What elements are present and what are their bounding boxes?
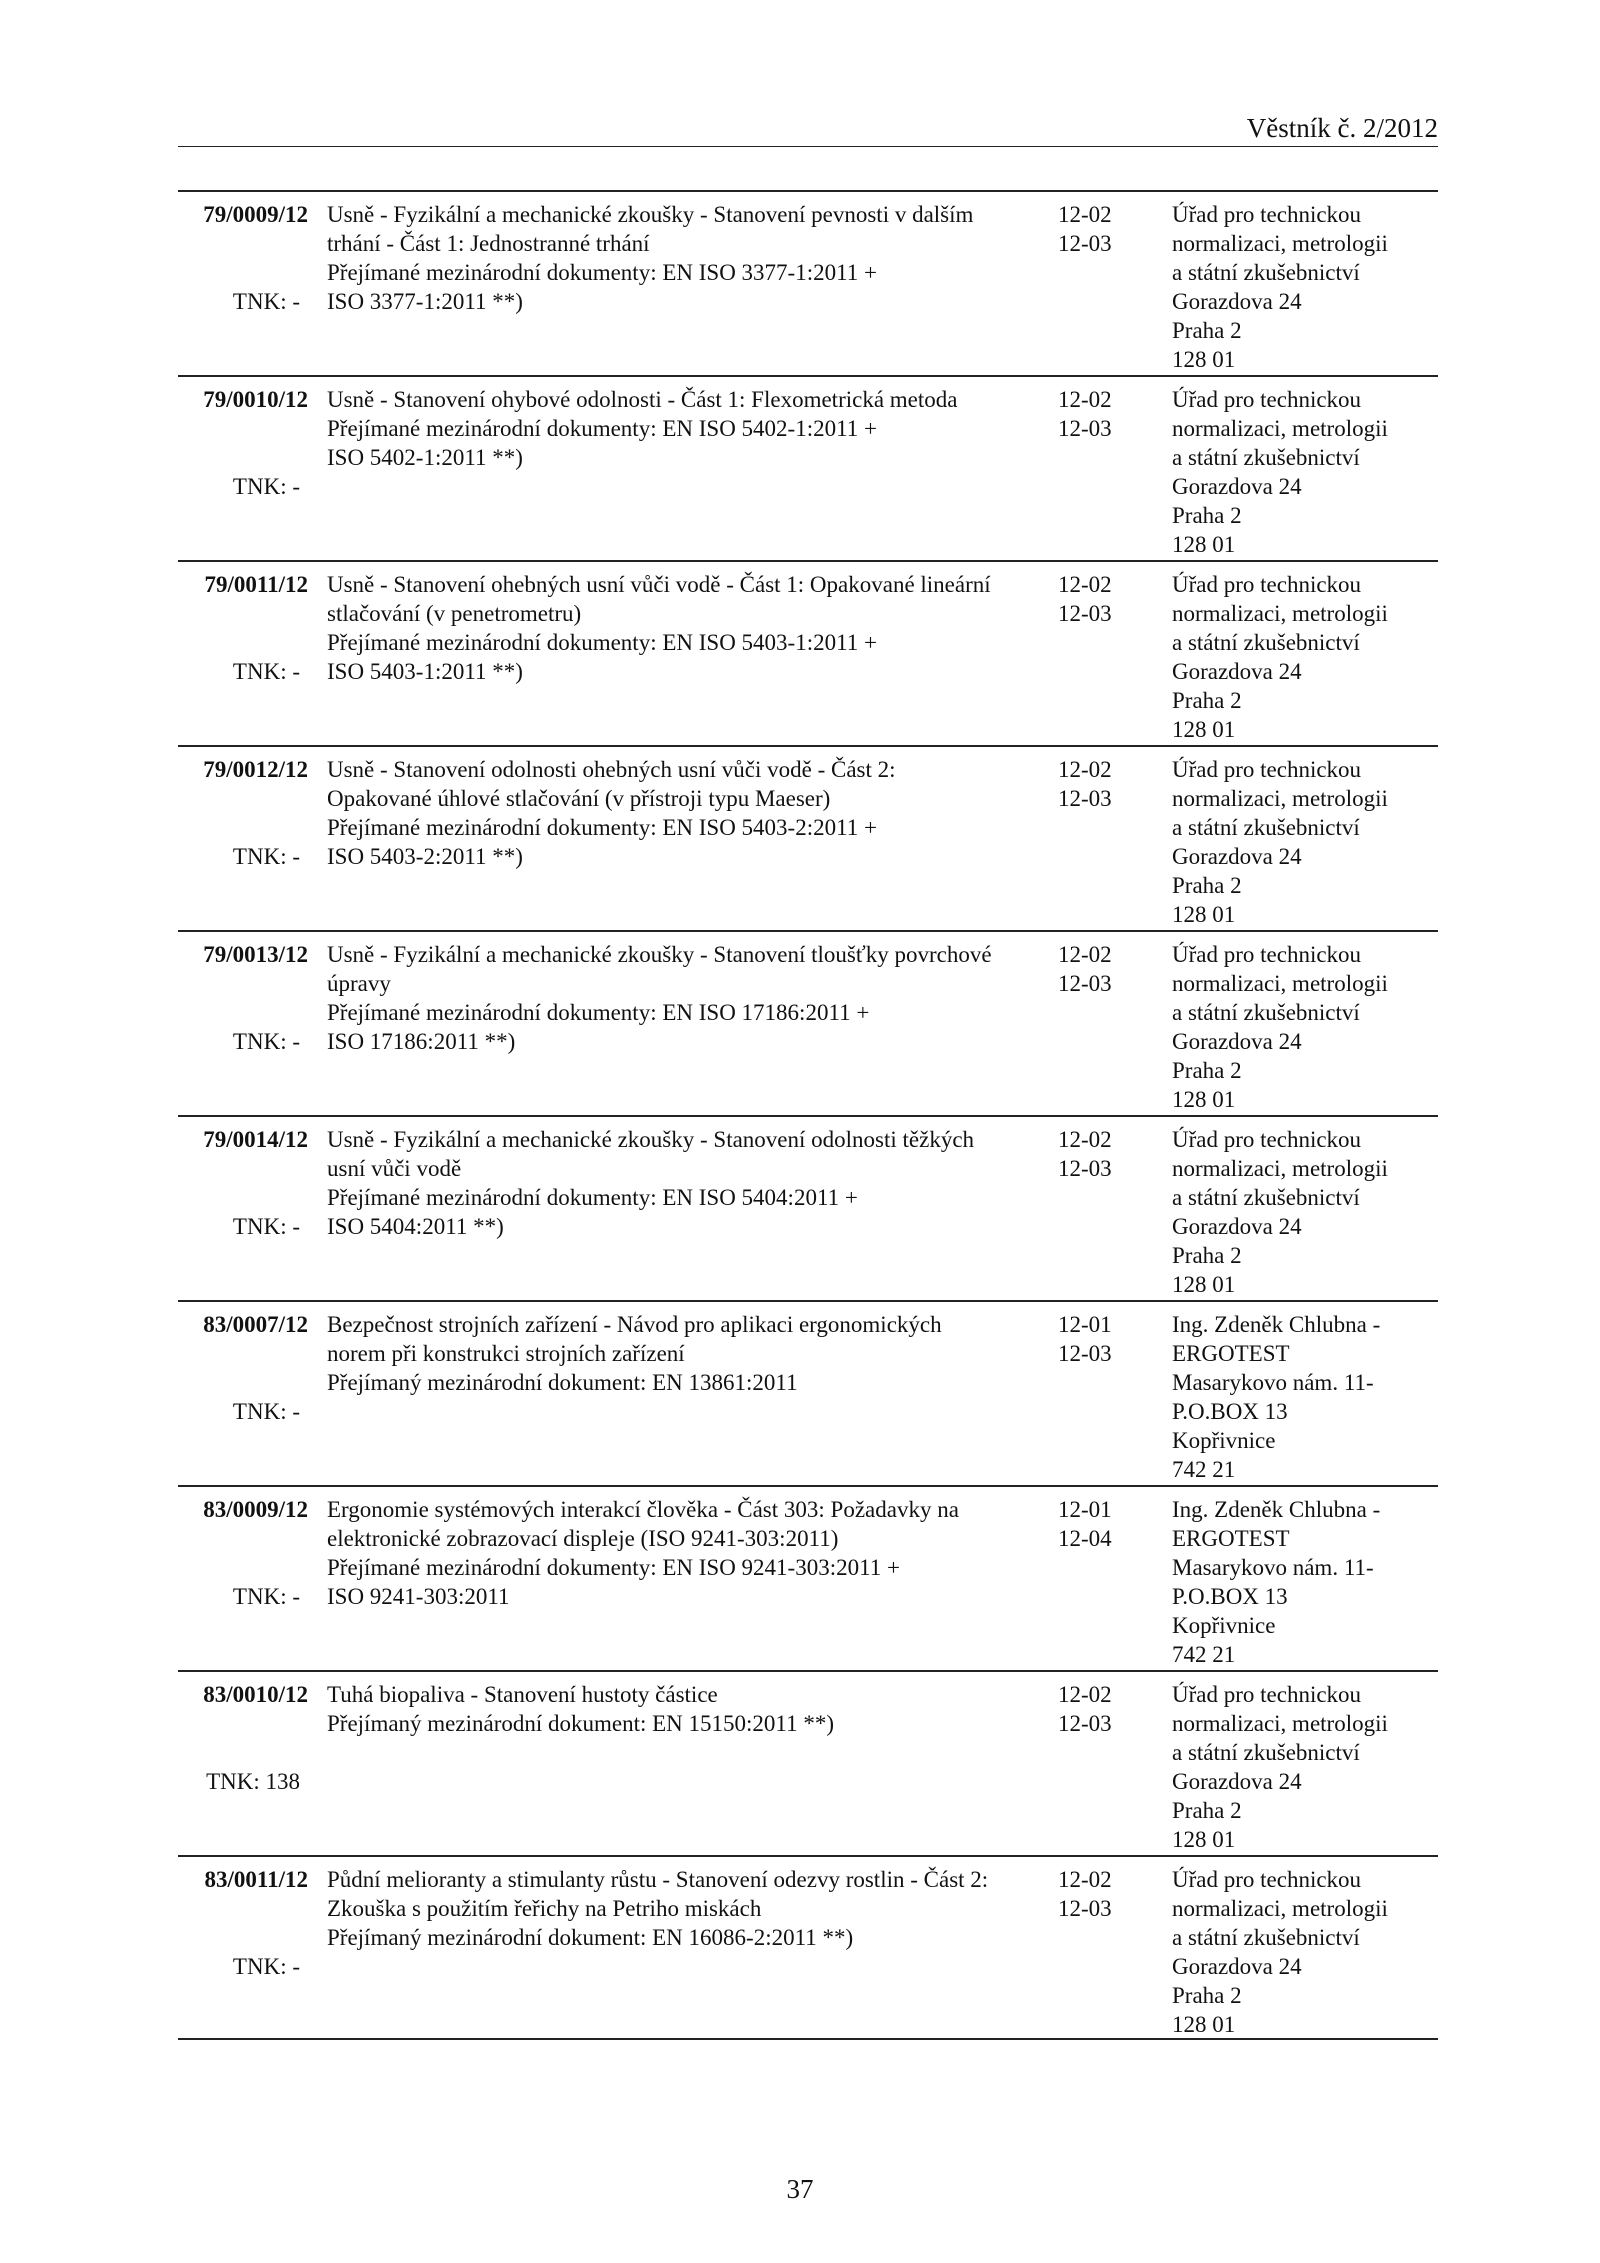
code-line: 12-01: [1058, 1497, 1112, 1522]
table-row: [178, 1855, 1438, 2040]
row-tnk: TNK: -: [232, 289, 300, 314]
row-address: [1172, 1495, 1438, 1669]
description-line: Usně - Stanovení ohebných usní vůči vodě - Část 1: Opakované lineární: [327, 572, 991, 597]
code-line: 12-03: [1058, 231, 1112, 256]
address-line: Gorazdova 24: [1172, 1954, 1302, 1979]
row-address: [1172, 570, 1438, 744]
address-line: P.O.BOX 13: [1172, 1584, 1288, 1609]
table-row: [178, 560, 1438, 745]
row-id: 83/0011/12: [204, 1867, 308, 1892]
code-line: 12-02: [1058, 1682, 1112, 1707]
address-line: normalizaci, metrologii: [1172, 1711, 1388, 1736]
row-id: 83/0007/12: [203, 1312, 308, 1337]
address-line: Gorazdova 24: [1172, 289, 1302, 314]
address-line: 128 01: [1172, 2012, 1236, 2037]
description-line: Přejímaný mezinárodní dokument: EN 13861:2011: [327, 1370, 798, 1395]
description-line: Usně - Fyzikální a mechanické zkoušky - Stanovení pevnosti v dalším: [327, 202, 974, 227]
table-row: [178, 1485, 1438, 1670]
description-line: ISO 5403-2:2011 **): [327, 844, 523, 869]
description-line: [327, 1738, 1027, 1767]
address-line: 128 01: [1172, 347, 1236, 372]
code-line: 12-02: [1058, 757, 1112, 782]
row-id: 79/0010/12: [203, 387, 308, 412]
row-id: 83/0010/12: [203, 1682, 308, 1707]
code-line: 12-03: [1058, 1156, 1112, 1181]
address-line: 742 21: [1172, 1642, 1236, 1667]
header-rule: [178, 146, 1438, 147]
address-line: 742 21: [1172, 1457, 1236, 1482]
address-line: Úřad pro technickou: [1172, 387, 1362, 412]
row-codes: [1058, 755, 1128, 813]
description-line: ISO 3377-1:2011 **): [327, 289, 523, 314]
description-line: Přejímané mezinárodní dokumenty: EN ISO 9241-303:2011 +: [327, 1555, 900, 1580]
address-line: Masarykovo nám. 11-: [1172, 1370, 1374, 1395]
address-line: a státní zkušebnictví: [1172, 1000, 1360, 1025]
standards-table: [178, 190, 1438, 2040]
row-description: [327, 570, 1027, 686]
description-line: Přejímané mezinárodní dokumenty: EN ISO 3377-1:2011 +: [327, 260, 877, 285]
row-tnk: TNK: -: [232, 1214, 300, 1239]
description-line: Usně - Stanovení odolnosti ohebných usní vůči vodě - Část 2:: [327, 757, 896, 782]
address-line: Masarykovo nám. 11-: [1172, 1555, 1374, 1580]
address-line: normalizaci, metrologii: [1172, 1896, 1388, 1921]
description-line: Usně - Fyzikální a mechanické zkoušky - Stanovení tloušťky povrchové: [327, 942, 992, 967]
table-row: [178, 1300, 1438, 1485]
address-line: a státní zkušebnictví: [1172, 1185, 1360, 1210]
address-line: normalizaci, metrologii: [1172, 231, 1388, 256]
row-address: [1172, 200, 1438, 374]
page-header-title: Věstník č. 2/2012: [1246, 113, 1438, 143]
row-description: [327, 1680, 1027, 1796]
row-tnk: TNK: -: [232, 1399, 300, 1424]
row-address: [1172, 1680, 1438, 1854]
description-line: Zkouška s použitím řeřichy na Petriho miskách: [327, 1896, 762, 1921]
description-line: ISO 5403-1:2011 **): [327, 659, 523, 684]
description-line: ISO 9241-303:2011: [327, 1584, 510, 1609]
description-line: [327, 1397, 1027, 1426]
row-description: [327, 940, 1027, 1056]
description-line: Usně - Fyzikální a mechanické zkoušky - Stanovení odolnosti těžkých: [327, 1127, 975, 1152]
address-line: Kopřivnice: [1172, 1613, 1276, 1638]
row-address: [1172, 755, 1438, 929]
address-line: Praha 2: [1172, 873, 1242, 898]
description-line: norem při konstrukci strojních zařízení: [327, 1341, 685, 1366]
row-id: 79/0012/12: [203, 757, 308, 782]
address-line: Praha 2: [1172, 318, 1242, 343]
address-line: Úřad pro technickou: [1172, 942, 1362, 967]
row-address: [1172, 1125, 1438, 1299]
description-line: Přejímaný mezinárodní dokument: EN 15150:2011 **): [327, 1711, 834, 1736]
address-line: normalizaci, metrologii: [1172, 1156, 1388, 1181]
description-line: Půdní melioranty a stimulanty růstu - Stanovení odezvy rostlin - Část 2:: [327, 1867, 989, 1892]
code-line: 12-03: [1058, 971, 1112, 996]
address-line: Gorazdova 24: [1172, 1769, 1302, 1794]
row-description: [327, 1125, 1027, 1241]
row-codes: [1058, 1125, 1128, 1183]
row-description: [327, 1495, 1027, 1611]
description-line: úpravy: [327, 971, 391, 996]
address-line: Gorazdova 24: [1172, 659, 1302, 684]
address-line: Praha 2: [1172, 503, 1242, 528]
code-line: 12-02: [1058, 1127, 1112, 1152]
address-line: Úřad pro technickou: [1172, 757, 1362, 782]
address-line: Gorazdova 24: [1172, 844, 1302, 869]
address-line: Praha 2: [1172, 688, 1242, 713]
row-address: [1172, 1310, 1438, 1484]
address-line: normalizaci, metrologii: [1172, 416, 1388, 441]
address-line: normalizaci, metrologii: [1172, 601, 1388, 626]
row-description: [327, 1865, 1027, 1981]
description-line: ISO 5402-1:2011 **): [327, 445, 523, 470]
description-line: usní vůči vodě: [327, 1156, 462, 1181]
address-line: Ing. Zdeněk Chlubna -: [1172, 1497, 1381, 1522]
address-line: 128 01: [1172, 1087, 1236, 1112]
address-line: normalizaci, metrologii: [1172, 786, 1388, 811]
description-line: ISO 5404:2011 **): [327, 1214, 504, 1239]
row-codes: [1058, 570, 1128, 628]
address-line: 128 01: [1172, 902, 1236, 927]
table-row: [178, 745, 1438, 930]
row-codes: [1058, 1865, 1128, 1923]
code-line: 12-02: [1058, 1867, 1112, 1892]
description-line: Přejímaný mezinárodní dokument: EN 16086-2:2011 **): [327, 1925, 854, 1950]
address-line: Gorazdova 24: [1172, 474, 1302, 499]
row-id: 79/0014/12: [203, 1127, 308, 1152]
description-line: [327, 472, 1027, 501]
address-line: Praha 2: [1172, 1058, 1242, 1083]
page-number: 37: [786, 2174, 814, 2204]
address-line: Gorazdova 24: [1172, 1029, 1302, 1054]
address-line: 128 01: [1172, 1827, 1236, 1852]
row-address: [1172, 385, 1438, 559]
row-tnk: TNK: -: [232, 1029, 300, 1054]
code-line: 12-02: [1058, 572, 1112, 597]
address-line: Úřad pro technickou: [1172, 202, 1362, 227]
address-line: 128 01: [1172, 532, 1236, 557]
code-line: 12-01: [1058, 1312, 1112, 1337]
description-line: trhání - Část 1: Jednostranné trhání: [327, 231, 650, 256]
table-row: [178, 930, 1438, 1115]
address-line: a státní zkušebnictví: [1172, 815, 1360, 840]
table-row: [178, 190, 1438, 375]
description-line: [327, 1767, 1027, 1796]
address-line: a státní zkušebnictví: [1172, 1925, 1360, 1950]
description-line: elektronické zobrazovací displeje (ISO 9241-303:2011): [327, 1526, 839, 1551]
description-line: stlačování (v penetrometru): [327, 601, 582, 626]
row-id: 79/0011/12: [204, 572, 308, 597]
description-line: Tuhá biopaliva - Stanovení hustoty částice: [327, 1682, 718, 1707]
address-line: Praha 2: [1172, 1243, 1242, 1268]
code-line: 12-03: [1058, 1896, 1112, 1921]
address-line: Gorazdova 24: [1172, 1214, 1302, 1239]
row-id: 79/0009/12: [203, 202, 308, 227]
row-description: [327, 1310, 1027, 1426]
row-address: [1172, 1865, 1438, 2039]
description-line: Přejímané mezinárodní dokumenty: EN ISO 5402-1:2011 +: [327, 416, 877, 441]
code-line: 12-02: [1058, 387, 1112, 412]
address-line: Úřad pro technickou: [1172, 572, 1362, 597]
row-tnk: TNK: 138: [206, 1769, 300, 1794]
address-line: Ing. Zdeněk Chlubna -: [1172, 1312, 1381, 1337]
row-codes: [1058, 940, 1128, 998]
address-line: Úřad pro technickou: [1172, 1127, 1362, 1152]
row-tnk: TNK: -: [232, 659, 300, 684]
address-line: ERGOTEST: [1172, 1526, 1290, 1551]
address-line: P.O.BOX 13: [1172, 1399, 1288, 1424]
row-description: [327, 385, 1027, 501]
row-tnk: TNK: -: [232, 844, 300, 869]
code-line: 12-03: [1058, 1341, 1112, 1366]
row-id: 83/0009/12: [203, 1497, 308, 1522]
address-line: a státní zkušebnictví: [1172, 260, 1360, 285]
description-line: Přejímané mezinárodní dokumenty: EN ISO 5403-2:2011 +: [327, 815, 877, 840]
description-line: Opakované úhlové stlačování (v přístroji typu Maeser): [327, 786, 831, 811]
row-codes: [1058, 200, 1128, 258]
description-line: Přejímané mezinárodní dokumenty: EN ISO 5403-1:2011 +: [327, 630, 877, 655]
table-row: [178, 1670, 1438, 1855]
address-line: normalizaci, metrologii: [1172, 971, 1388, 996]
row-codes: [1058, 1495, 1128, 1553]
code-line: 12-03: [1058, 786, 1112, 811]
row-tnk: TNK: -: [232, 1584, 300, 1609]
description-line: Bezpečnost strojních zařízení - Návod pro aplikaci ergonomických: [327, 1312, 942, 1337]
address-line: Kopřivnice: [1172, 1428, 1276, 1453]
address-line: Úřad pro technickou: [1172, 1682, 1362, 1707]
description-line: [327, 1952, 1027, 1981]
table-row: [178, 375, 1438, 560]
row-description: [327, 200, 1027, 316]
row-tnk: TNK: -: [232, 474, 300, 499]
code-line: 12-04: [1058, 1526, 1112, 1551]
row-id: 79/0013/12: [203, 942, 308, 967]
code-line: 12-03: [1058, 1711, 1112, 1736]
address-line: Praha 2: [1172, 1983, 1242, 2008]
address-line: Praha 2: [1172, 1798, 1242, 1823]
address-line: a státní zkušebnictví: [1172, 1740, 1360, 1765]
code-line: 12-03: [1058, 601, 1112, 626]
address-line: ERGOTEST: [1172, 1341, 1290, 1366]
description-line: ISO 17186:2011 **): [327, 1029, 516, 1054]
description-line: Usně - Stanovení ohybové odolnosti - Část 1: Flexometrická metoda: [327, 387, 958, 412]
row-tnk: TNK: -: [232, 1954, 300, 1979]
table-row: [178, 1115, 1438, 1300]
row-codes: [1058, 1680, 1128, 1738]
description-line: Ergonomie systémových interakcí člověka - Část 303: Požadavky na: [327, 1497, 959, 1522]
address-line: 128 01: [1172, 717, 1236, 742]
row-codes: [1058, 1310, 1128, 1368]
row-address: [1172, 940, 1438, 1114]
address-line: Úřad pro technickou: [1172, 1867, 1362, 1892]
code-line: 12-02: [1058, 942, 1112, 967]
address-line: a státní zkušebnictví: [1172, 445, 1360, 470]
row-description: [327, 755, 1027, 871]
row-codes: [1058, 385, 1128, 443]
code-line: 12-02: [1058, 202, 1112, 227]
address-line: a státní zkušebnictví: [1172, 630, 1360, 655]
description-line: Přejímané mezinárodní dokumenty: EN ISO 17186:2011 +: [327, 1000, 870, 1025]
address-line: 128 01: [1172, 1272, 1236, 1297]
description-line: Přejímané mezinárodní dokumenty: EN ISO 5404:2011 +: [327, 1185, 858, 1210]
code-line: 12-03: [1058, 416, 1112, 441]
